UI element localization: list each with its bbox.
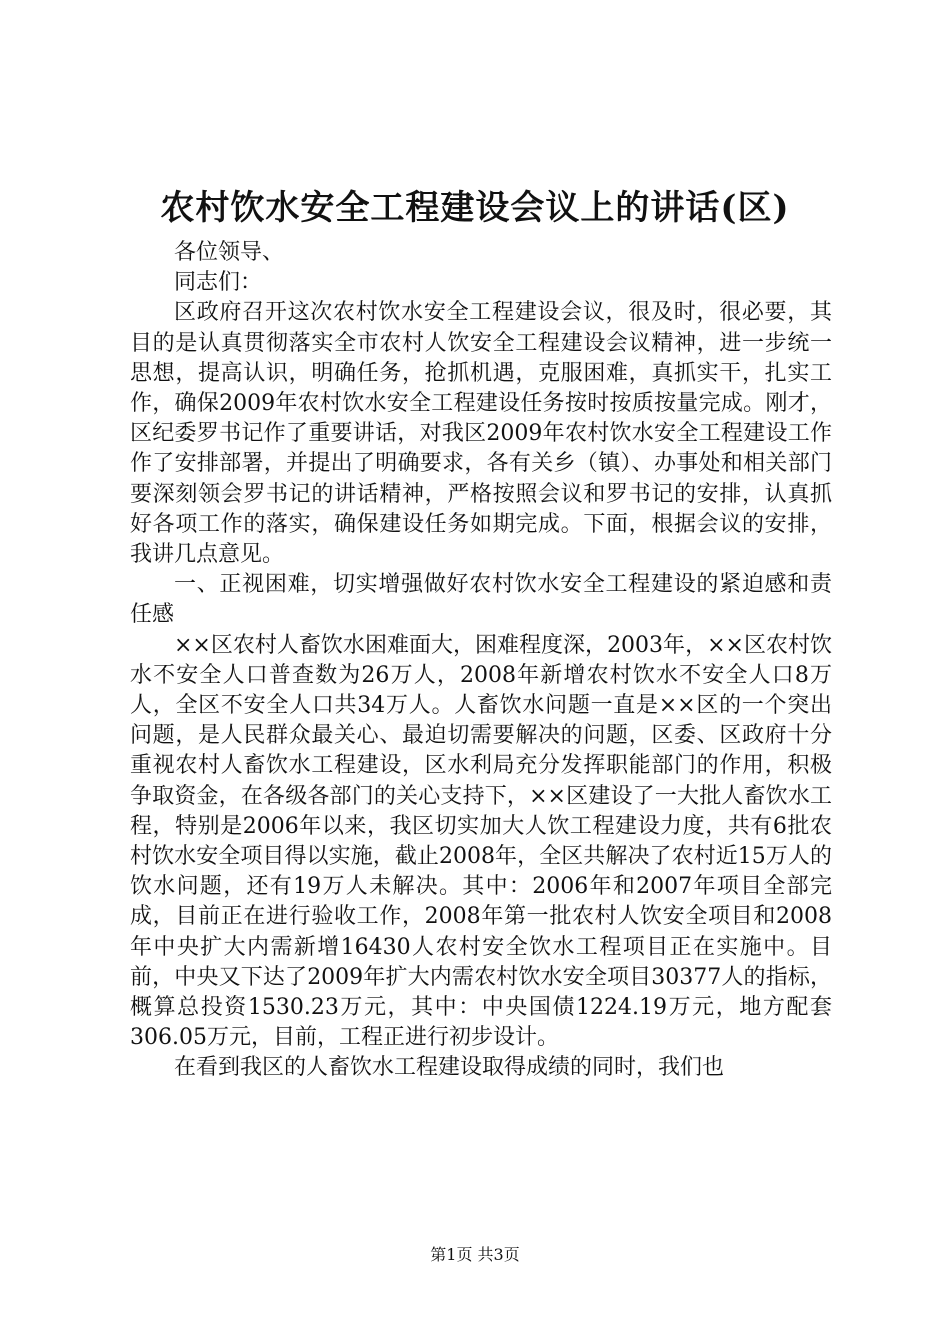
salutation-comrades: 同志们： — [174, 270, 263, 296]
paragraph-status: ××区农村人畜饮水困难面大，困难程度深，2003年，××区农村饮水不安全人口普查数为26万人，2008年新增农村饮水不安全人口8万人，全区不安全人口共34万人。人畜饮水问题一直是××区的一个突出问题，是人民群众最关心、最迫切需要解决的问题，区委、区政府十分重视农村人畜饮水工程建设，区水利局充分发挥职能部门的作用，积极争取资金，在各级各部门的关心支持下，××区建设了一大批人畜饮水工程，特别是2006年以来，我区切实加大人饮工程建设力度，共有6批农村饮水安全项目得以实施，截止2008年，全区共解决了农村近15万人的饮水问题，还有19万人未解决。其中：2006年和2007年项目全部完成，目前正在进行验收工作，2008年第一批农村人饮安全项目和2008年中央扩大内需新增16430人农村安全饮水工程项目正在实施中。目前，中央又下达了2009年扩大内需农村饮水安全项目30377人的指标，概算总投资1530.23万元，其中：中央国债1224.19万元，地方配套306.05万元，目前，工程正进行初步设计。 — [130, 632, 832, 1051]
section-heading-1: 一、正视困难，切实增强做好农村饮水安全工程建设的紧迫感和责任感 — [130, 572, 832, 628]
document-body — [130, 238, 832, 1084]
page-footer: 第1页 共3页 — [430, 1245, 520, 1264]
paragraph-continuation: 在看到我区的人畜饮水工程建设取得成绩的同时，我们也 — [174, 1055, 725, 1081]
document-title: 农村饮水安全工程建设会议上的讲话(区) — [160, 188, 790, 228]
paragraph-intro: 区政府召开这次农村饮水安全工程建设会议，很及时，很必要，其目的是认真贯彻落实全市农村人饮安全工程建设会议精神，进一步统一思想，提高认识，明确任务，抢抓机遇，克服困难，真抓实干，扎实工作，确保2009年农村饮水安全工程建设任务按时按质按量完成。刚才，区纪委罗书记作了重要讲话，对我区2009年农村饮水安全工程建设工作作了安排部署，并提出了明确要求，各有关乡（镇）、办事处和相关部门要深刻领会罗书记的讲话精神，严格按照会议和罗书记的安排，认真抓好各项工作的落实，确保建设任务如期完成。下面，根据会议的安排，我讲几点意见。 — [130, 300, 832, 568]
salutation-leaders: 各位领导、 — [174, 240, 285, 265]
